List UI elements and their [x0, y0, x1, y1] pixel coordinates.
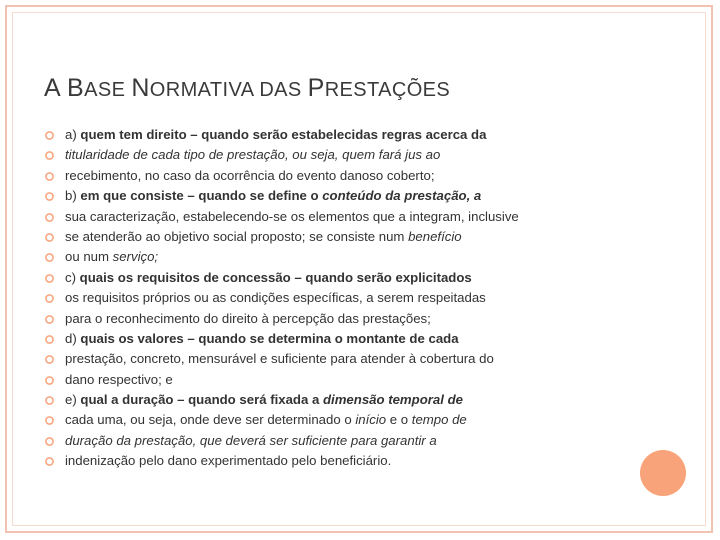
- list-item: [44, 227, 604, 247]
- list-item-text: ou num: [65, 249, 113, 265]
- hollow-circle-bullet-icon: [44, 334, 55, 345]
- list-item-text: prestação, concreto, mensurável e suficiente para atender à cobertura do: [65, 351, 494, 367]
- list-item-text: dimensão temporal de: [322, 392, 463, 408]
- list-item: [44, 329, 604, 349]
- list-item-text: sua caracterização, estabelecendo-se os elementos que a integram, inclusive: [65, 208, 519, 224]
- list-item: [44, 410, 604, 430]
- list-item: [44, 390, 604, 410]
- list-item: [44, 247, 604, 267]
- list-item-text: conteúdo da prestação, a: [322, 188, 482, 204]
- list-item-text: e): [65, 392, 81, 408]
- list-item: [44, 349, 604, 369]
- list-item-text: indenização pelo dano experimentado pelo beneficiário.: [65, 453, 392, 469]
- list-item: [44, 288, 604, 308]
- list-item-text: para o reconhecimento do direito à percepção das prestações;: [65, 310, 431, 326]
- title-segment: A B: [44, 74, 85, 102]
- hollow-circle-bullet-icon: [44, 354, 55, 365]
- list-item: [44, 431, 604, 451]
- list-item: [44, 207, 604, 227]
- hollow-circle-bullet-icon: [44, 232, 55, 243]
- list-item: [44, 145, 604, 165]
- hollow-circle-bullet-icon: [44, 150, 55, 161]
- accent-circle: [640, 450, 686, 496]
- title-segment: ASE: [84, 79, 132, 101]
- list-item-text: qual a duração – quando será fixada a: [80, 392, 323, 408]
- list-item: [44, 125, 604, 145]
- list-item-text: tempo de: [411, 412, 467, 428]
- list-item-text: titularidade de cada tipo de prestação, ou seja, quem fará jus ao: [65, 147, 441, 163]
- hollow-circle-bullet-icon: [44, 130, 55, 141]
- hollow-circle-bullet-icon: [44, 375, 55, 386]
- list-item-text: dano respectivo; e: [65, 371, 173, 387]
- list-item: [44, 309, 604, 329]
- list-item-text: início: [355, 412, 387, 428]
- list-item-text: b): [65, 188, 81, 204]
- list-item: [44, 268, 604, 288]
- list-item-text: os requisitos próprios ou as condições específicas, a serem respeitadas: [65, 290, 486, 306]
- hollow-circle-bullet-icon: [44, 273, 55, 284]
- list-item-text: quais os valores – quando se determina o montante de cada: [80, 330, 459, 346]
- hollow-circle-bullet-icon: [44, 171, 55, 182]
- list-item-text: se atenderão ao objetivo social proposto; se consiste num: [65, 228, 409, 244]
- hollow-circle-bullet-icon: [44, 252, 55, 263]
- hollow-circle-bullet-icon: [44, 191, 55, 202]
- title-segment: RESTAÇÕES: [324, 79, 451, 101]
- list-item-text: e o: [386, 412, 412, 428]
- hollow-circle-bullet-icon: [44, 456, 55, 467]
- list-item-text: c): [65, 269, 80, 285]
- list-item-text: em que consiste – quando se define o: [80, 188, 323, 204]
- list-item-text: recebimento, no caso da ocorrência do evento danoso coberto;: [65, 167, 435, 183]
- list-item-text: a): [65, 127, 81, 142]
- title-segment: ORMATIVA DAS: [149, 79, 308, 101]
- bullet-list: [44, 125, 604, 472]
- list-item-text: benefício: [408, 228, 462, 244]
- list-item-text: d): [65, 330, 81, 346]
- hollow-circle-bullet-icon: [44, 212, 55, 223]
- hollow-circle-bullet-icon: [44, 436, 55, 447]
- list-item-text: quais os requisitos de concessão – quando serão explicitados: [79, 269, 472, 285]
- title-segment: P: [307, 74, 325, 102]
- list-item-text: quem tem direito – quando serão estabelecidas regras acerca da: [80, 127, 487, 142]
- hollow-circle-bullet-icon: [44, 293, 55, 304]
- list-item: [44, 451, 604, 471]
- list-item: [44, 186, 604, 206]
- hollow-circle-bullet-icon: [44, 415, 55, 426]
- title-segment: N: [131, 74, 150, 102]
- hollow-circle-bullet-icon: [44, 314, 55, 325]
- list-item-text: cada uma, ou seja, onde deve ser determinado o: [65, 412, 356, 428]
- slide-title: [44, 74, 450, 103]
- list-item: [44, 370, 604, 390]
- list-item-text: serviço;: [112, 249, 159, 265]
- list-item-text: duração da prestação, que deverá ser suficiente para garantir a: [65, 432, 437, 448]
- hollow-circle-bullet-icon: [44, 395, 55, 406]
- list-item: [44, 166, 604, 186]
